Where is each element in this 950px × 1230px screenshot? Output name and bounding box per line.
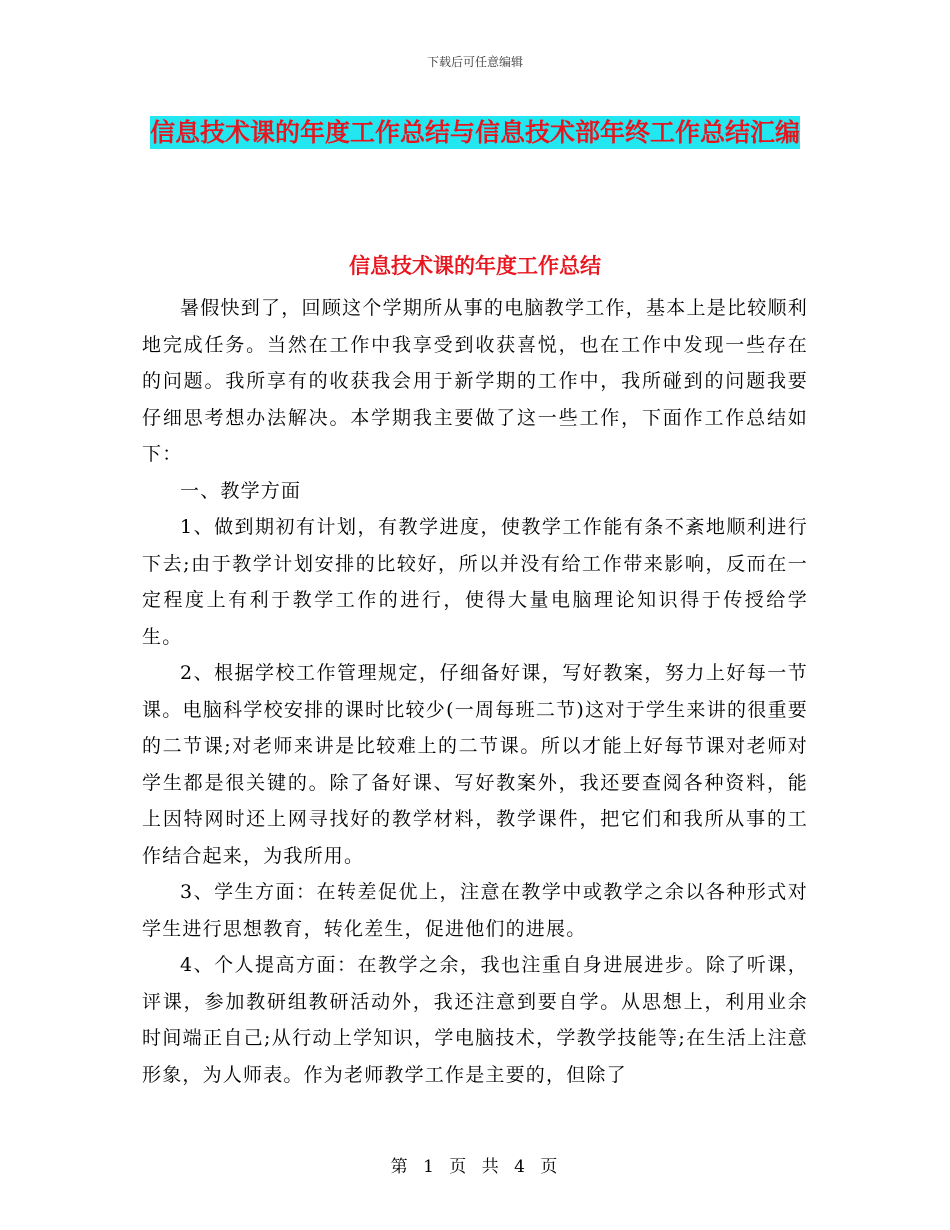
document-title xyxy=(140,110,810,156)
paragraph-item-3: 3、学生方面：在转差促优上，注意在教学中或教学之余以各种形式对学生进行思想教育，转化差生，促进他们的进展。 xyxy=(142,881,808,940)
page-header-note: 下载后可任意编辑 xyxy=(426,55,523,69)
paragraph-item-4: 4、个人提高方面：在教学之余，我也注重自身进展进步。除了听课，评课，参加教研组教研活动外，我还注意到要自学。从思想上，利用业余时间端正自己;从行动上学知识，学电脑技术，学教学技能等;在生活上注意形象，为人师表。作为老师教学工作是主要的，但除了 xyxy=(142,954,808,1086)
page-footer: 第 1 页 共 4 页 xyxy=(390,1157,560,1177)
paragraph-item-2: 2、根据学校工作管理规定，仔细备好课，写好教案，努力上好每一节课。电脑科学校安排的课时比较少(一周每班二节)这对于学生来讲的很重要的二节课;对老师来讲是比较难上的二节课。所以才能上好每节课对老师对学生都是很关键的。除了备好课、写好教案外，我还要查阅各种资料，能上因特网时还上网寻找好的教学材料，教学课件，把它们和我所从事的工作结合起来，为我所用。 xyxy=(142,662,808,867)
section-title: 信息技术课的年度工作总结 xyxy=(349,254,601,278)
paragraph-heading-teaching: 一、教学方面 xyxy=(180,479,302,502)
document-body xyxy=(142,290,808,1093)
document-title-text: 信息技术课的年度工作总结与信息技术部年终工作总结汇编 xyxy=(149,118,800,147)
paragraph-intro: 暑假快到了，回顾这个学期所从事的电脑教学工作，基本上是比较顺利地完成任务。当然在工作中我享受到收获喜悦，也在工作中发现一些存在的问题。我所享有的收获我会用于新学期的工作中，我所碰到的问题我要仔细思考想办法解决。本学期我主要做了这一些工作，下面作工作总结如下： xyxy=(142,297,808,465)
paragraph-item-1: 1、做到期初有计划，有教学进度，使教学工作能有条不紊地顺利进行下去;由于教学计划安排的比较好，所以并没有给工作带来影响，反而在一定程度上有利于教学工作的进行，使得大量电脑理论知识得于传授给学生。 xyxy=(142,516,808,648)
